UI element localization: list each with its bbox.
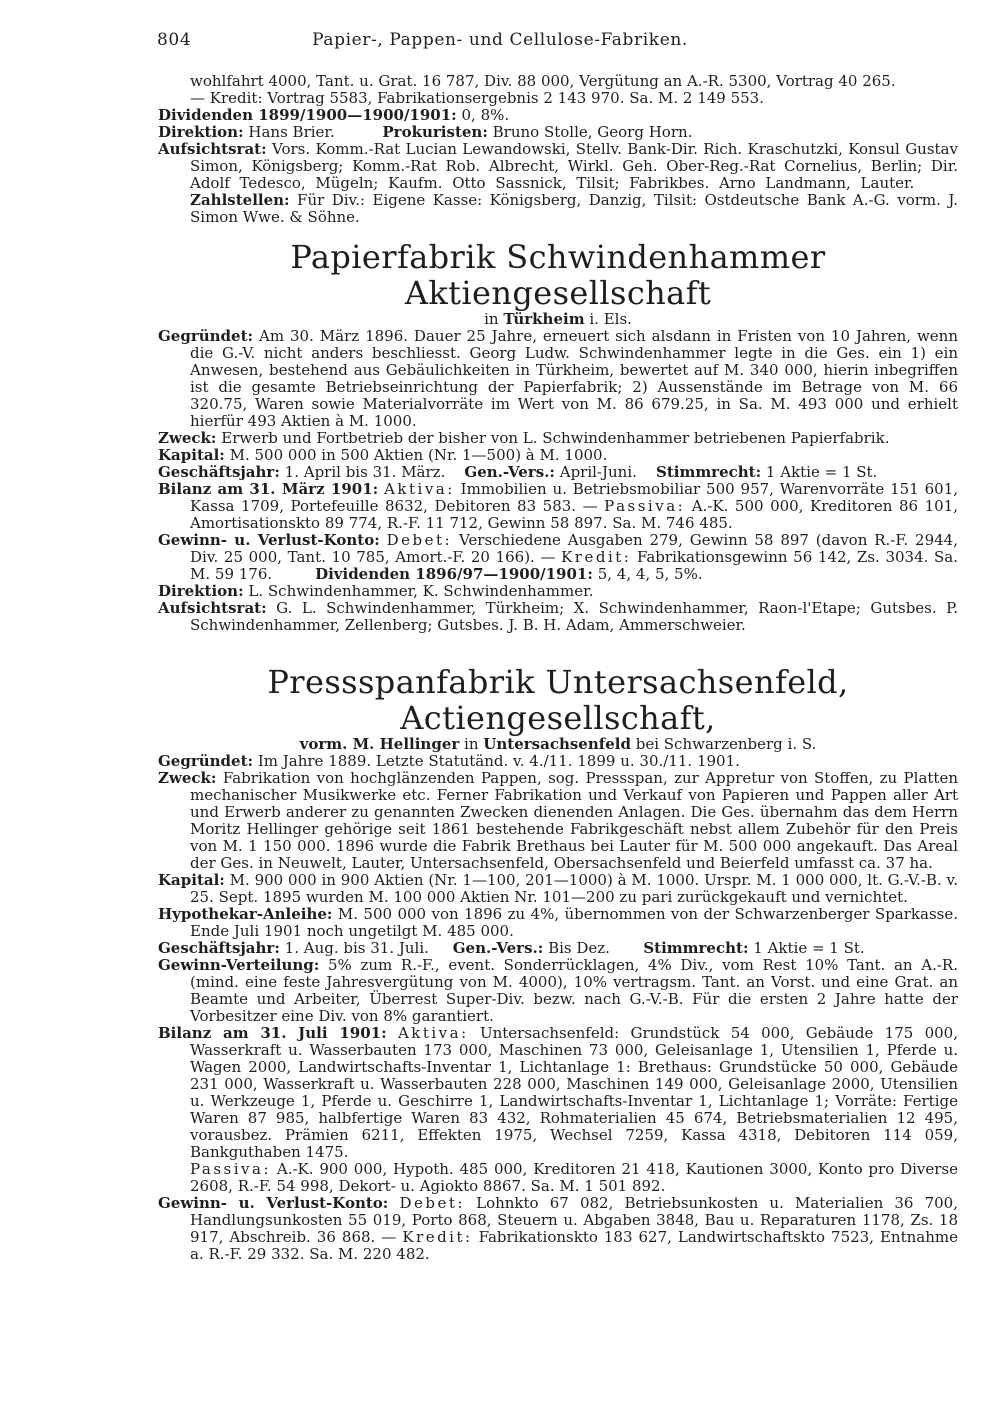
field-value: Im Jahre 1889. Letzte Statutänd. v. 4./11. 1899 u. 30./11. 1901. [257, 752, 740, 770]
field-value: A.-K. 900 000, Hypoth. 485 000, Kreditoren 21 418, Kautionen 3000, Konto pro Diverse 2608, R.-F. 54 998, Dekort- u. Agiokto 8867. Sa. M. 1 501 892. [190, 1160, 958, 1195]
company-2-hypothek [158, 906, 958, 940]
field-value: M. 900 000 in 900 Aktien (Nr. 1—100, 201—1000) à M. 1000. Urspr. M. 1 000 000, lt. G.-V.-B. v. 25. Sept. 1895 wurden M. 100 000 Aktien Nr. 101—200 zu pari zurückgekauft und vernichtet. [190, 871, 958, 906]
intro-line-2: — Kredit: Vortrag 5583, Fabrikationsergebnis 2 143 970. Sa. M. 2 149 553. [190, 89, 764, 107]
field-value: G. L. Schwindenhammer, Türkheim; X. Schwindenhammer, Raon-l'Etape; Gutsbes. P. Schwindenhammer, Zellenberg; Gutsbes. J. B. H. Adam, Ammerschweier. [190, 599, 958, 634]
company-1-location [158, 311, 958, 328]
field-label: Gegründet: [158, 327, 254, 345]
company-1-kapital [158, 447, 958, 464]
company-2-zweck [158, 770, 958, 872]
company-1-gegruendet [158, 328, 958, 430]
field-value: April-Juni. [559, 463, 637, 481]
field-label: Direktion: [158, 123, 244, 141]
aktiva-label: Aktiva: [397, 1024, 469, 1042]
field-label: Geschäftsjahr: [158, 463, 280, 481]
field-label: Gegründet: [158, 752, 254, 770]
debet-label: Debet: [399, 1194, 465, 1212]
field-label: Aufsichtsrat: [158, 140, 267, 158]
field-label: Direktion: [158, 582, 244, 600]
intro-section [158, 73, 958, 226]
page-content [158, 73, 958, 1263]
field-value: M. 500 000 von 1896 zu 4%, übernommen von der Schwarzenberger Sparkasse. Ende Juli 1901 noch ungetilgt M. 485 000. [190, 905, 958, 940]
intro-direktion [158, 124, 958, 141]
field-label: Gewinn- u. Verlust-Konto: [158, 531, 380, 549]
intro-aufsichtsrat [158, 141, 958, 226]
kredit-label: Kredit: [561, 548, 632, 566]
field-label: Zweck: [158, 769, 217, 787]
company-2-bilanz [158, 1025, 958, 1161]
field-value: Am 30. März 1896. Dauer 25 Jahre, erneuert sich alsdann in Fristen von 10 Jahren, wenn die G.-V. nicht anders beschliesst. Georg Ludw. Schwindenhammer legte in die Ges. ein 1) ein Anwesen, bestehend aus Gebäulichkeiten in Türkheim, bewertet auf M. 340 000, hierin inbegriffen ist die gesamte Betriebseinrichtung der Papierfabrik; 2) Aussenstände im Betrage von M. 66 320.75, Waren sowie Materialvorräte im Wert von M. 86 679.25, in Sa. M. 493 000 und erhielt hierfür 493 Aktien à M. 1000. [190, 327, 958, 430]
subtitle-in: in [464, 735, 479, 753]
passiva-label: Passiva: [190, 1160, 272, 1178]
company-1-guv [158, 532, 958, 583]
field-value: M. 500 000 in 500 Aktien (Nr. 1—500) à M. 1000. [229, 446, 608, 464]
company-1-aufsichtsrat [158, 600, 958, 634]
company-1-zweck [158, 430, 958, 447]
field-label: Zweck: [158, 429, 217, 447]
intro-dividenden [158, 107, 958, 124]
field-label: Dividenden 1896/97—1900/1901: [315, 565, 593, 583]
field-label: Geschäftsjahr: [158, 939, 280, 957]
field-value: L. Schwindenhammer, K. Schwindenhammer. [248, 582, 594, 600]
field-value: Vors. Komm.-Rat Lucian Lewandowski, Stellv. Bank-Dir. Rich. Kraschutzki, Konsul Gustav Simon, Königsberg; Komm.-Rat Rob. Albrecht, Wirkl. Geh. Ober-Reg.-Rat Cornelius, Berlin; Dir. Adolf Tedesco, Mügeln; Kaufm. Otto Sassnick, Tilsit; Fabrikbes. Arno Landmann, Lauter. [190, 140, 958, 192]
intro-line-1: wohlfahrt 4000, Tant. u. Grat. 16 787, Div. 88 000, Vergütung an A.-R. 5300, Vortrag 40 265. [190, 72, 896, 90]
field-label: Bilanz am 31. März 1901: [158, 480, 379, 498]
field-label: Gewinn- u. Verlust-Konto: [158, 1194, 389, 1212]
field-value: Erwerb und Fortbetrieb der bisher von L. Schwindenhammer betriebenen Papierfabrik. [221, 429, 890, 447]
field-value: 5% zum R.-F., event. Sonderrücklagen, 4% Div., vom Rest 10% Tant. an A.-R. (mind. eine feste Jahresvergütung von M. 4000), 10% vertragsm. Tant. an Vorst. und eine Grat. an Beamte und Arbeiter, Überrest Super-Div. bezw. nach G.-V.-B. Für die ersten 2 Jahre hatte der Vorbesitzer eine Div. von 8% garantiert. [190, 956, 958, 1025]
running-title: Papier-, Pappen- und Cellulose-Fabriken. [312, 30, 688, 50]
kredit-label: Kredit: [402, 1228, 473, 1246]
company-1-title: Papierfabrik Schwindenhammer Aktiengesellschaft [290, 238, 826, 312]
passiva-label: Passiva: [604, 497, 686, 515]
field-value: 1. Aug. bis 31. Juli. [284, 939, 429, 957]
field-label: Zahlstellen: [190, 191, 290, 209]
field-label: Prokuristen: [382, 123, 488, 141]
company-2-section [158, 664, 958, 1263]
field-value: Fabrikationskto 183 627, Landwirtschaftskto 7523, Entnahme a. R.-F. 29 332. Sa. M. 220 482. [190, 1228, 958, 1263]
field-label: Aufsichtsrat: [158, 599, 267, 617]
company-2-gewinnverteilung [158, 957, 958, 1025]
field-value: 1 Aktie = 1 St. [753, 939, 865, 957]
location-suffix: i. Els. [589, 310, 632, 328]
company-2-passiva [158, 1161, 958, 1195]
field-label: Bilanz am 31. Juli 1901: [158, 1024, 387, 1042]
field-value: Fabrikation von hochglänzenden Pappen, sog. Pressspan, zur Appretur von Stoffen, zu Platten mechanischer Musikwerke etc. Ferner Fabrikation und Verkauf von Papieren und Pappen aller Art und Erwerb anderer zu genannten Zwecken dienenden Anlagen. Die Ges. übernahm das dem Herrn Moritz Hellinger gehörige seit 1861 bestehende Fabrikgeschäft nebst allem Zubehör für den Preis von M. 1 150 000. 1896 wurde die Fabrik Brethaus bei Lauter für M. 500 000 angekauft. Das Areal der Ges. in Neuwelt, Lauter, Untersachsenfeld, Obersachsenfeld und Beierfeld umfasst ca. 37 ha. [190, 769, 958, 872]
field-value: Hans Brier. [248, 123, 335, 141]
field-value: 0, 8%. [461, 106, 510, 124]
company-2-guv [158, 1195, 958, 1263]
field-value: A.-K. 500 000, Kreditoren 86 101, Amortisationskto 89 774, R.-F. 11 712, Gewinn 58 897. Sa. M. 746 485. [190, 497, 958, 532]
company-2-title: Pressspanfabrik Untersachsenfeld, Actiengesellschaft, [267, 663, 849, 737]
field-value: Immobilien u. Betriebsmobiliar 500 957, Warenvorräte 151 601, Kassa 1709, Portefeuille 8632, Debitoren 83 583. — [190, 480, 959, 515]
company-2-geschaeftsjahr [158, 940, 958, 957]
field-value: 1 Aktie = 1 St. [765, 463, 878, 481]
field-value: Verschiedene Ausgaben 279, Gewinn 58 897 (davon R.-F. 2944, Div. 25 000, Tant. 10 785, Amort.-F. 20 166). — [190, 531, 958, 566]
field-label: Gen.-Vers.: [452, 939, 544, 957]
aktiva-label: Aktiva: [384, 480, 455, 498]
field-label: Stimmrecht: [655, 463, 762, 481]
company-1-direktion [158, 583, 958, 600]
field-value: 5, 4, 4, 5, 5%. [597, 565, 703, 583]
page-header [0, 30, 1000, 54]
field-label: Stimmrecht: [643, 939, 749, 957]
debet-label: Debet: [386, 531, 453, 549]
field-label: Gewinn-Verteilung: [158, 956, 320, 974]
page-number: 804 [157, 30, 192, 50]
field-value: Bruno Stolle, Georg Horn. [492, 123, 693, 141]
company-2-kapital [158, 872, 958, 906]
field-value: 1. April bis 31. März. [284, 463, 446, 481]
subtitle-rest: bei Schwarzenberg i. S. [635, 735, 817, 753]
field-value: Für Div.: Eigene Kasse: Königsberg, Danzig, Tilsit: Ostdeutsche Bank A.-G. vorm. J. Simon Wwe. & Söhne. [190, 191, 958, 226]
field-label: Hypothekar-Anleihe: [158, 905, 333, 923]
company-2-subtitle [158, 736, 958, 753]
field-label: Dividenden 1899/1900—1900/1901: [158, 106, 457, 124]
company-1-bilanz [158, 481, 958, 532]
location-prefix: in [484, 310, 499, 328]
field-value: Untersachsenfeld: Grundstück 54 000, Gebäude 175 000, Wasserkraft u. Wasserbauten 173 000, Maschinen 73 000, Geleisanlage 1, Utensilien 1, Pferde u. Wagen 2000, Landwirtschafts-Inventar 1, Lichtanlage 1: Brethaus: Grundstücke 50 000, Gebäude 231 000, Wasserkraft u. Wasserbauten 228 000, Maschinen 149 000, Geleisanlage 2000, Utensilien u. Werkzeuge 1, Pferde u. Geschirre 1, Landwirtschafts-Inventar 1, Lichtanlage 1; Vorräte: Fertige Waren 87 985, halbfertige Waren 83 432, Rohmaterialien 45 674, Betriebsmaterialien 12 495, vorausbez. Prämien 6211, Effekten 1975, Wechsel 7259, Kassa 4318, Debitoren 114 059, Bankguthaben 1475. [190, 1024, 958, 1161]
field-label: Kapital: [158, 871, 225, 889]
field-value: Lohnkto 67 082, Betriebsunkosten u. Materialien 36 700, Handlungsunkosten 55 019, Porto 868, Steuern u. Abgaben 3848, Bau u. Reparaturen 1178, Zs. 18 917, Abschreib. 36 868. — [190, 1194, 958, 1246]
company-2-gegruendet [158, 753, 958, 770]
subtitle-vorm: vorm. M. Hellinger [299, 735, 460, 753]
field-label: Kapital: [158, 446, 225, 464]
company-1-section [158, 239, 958, 634]
field-value: Fabrikationsgewinn 56 142, Zs. 3034. Sa. M. 59 176. [190, 548, 958, 583]
field-value: Bis Dez. [548, 939, 610, 957]
subtitle-place: Untersachsenfeld [483, 735, 631, 753]
location-place: Türkheim [503, 310, 585, 328]
company-1-geschaeftsjahr [158, 464, 958, 481]
field-label: Gen.-Vers.: [464, 463, 555, 481]
